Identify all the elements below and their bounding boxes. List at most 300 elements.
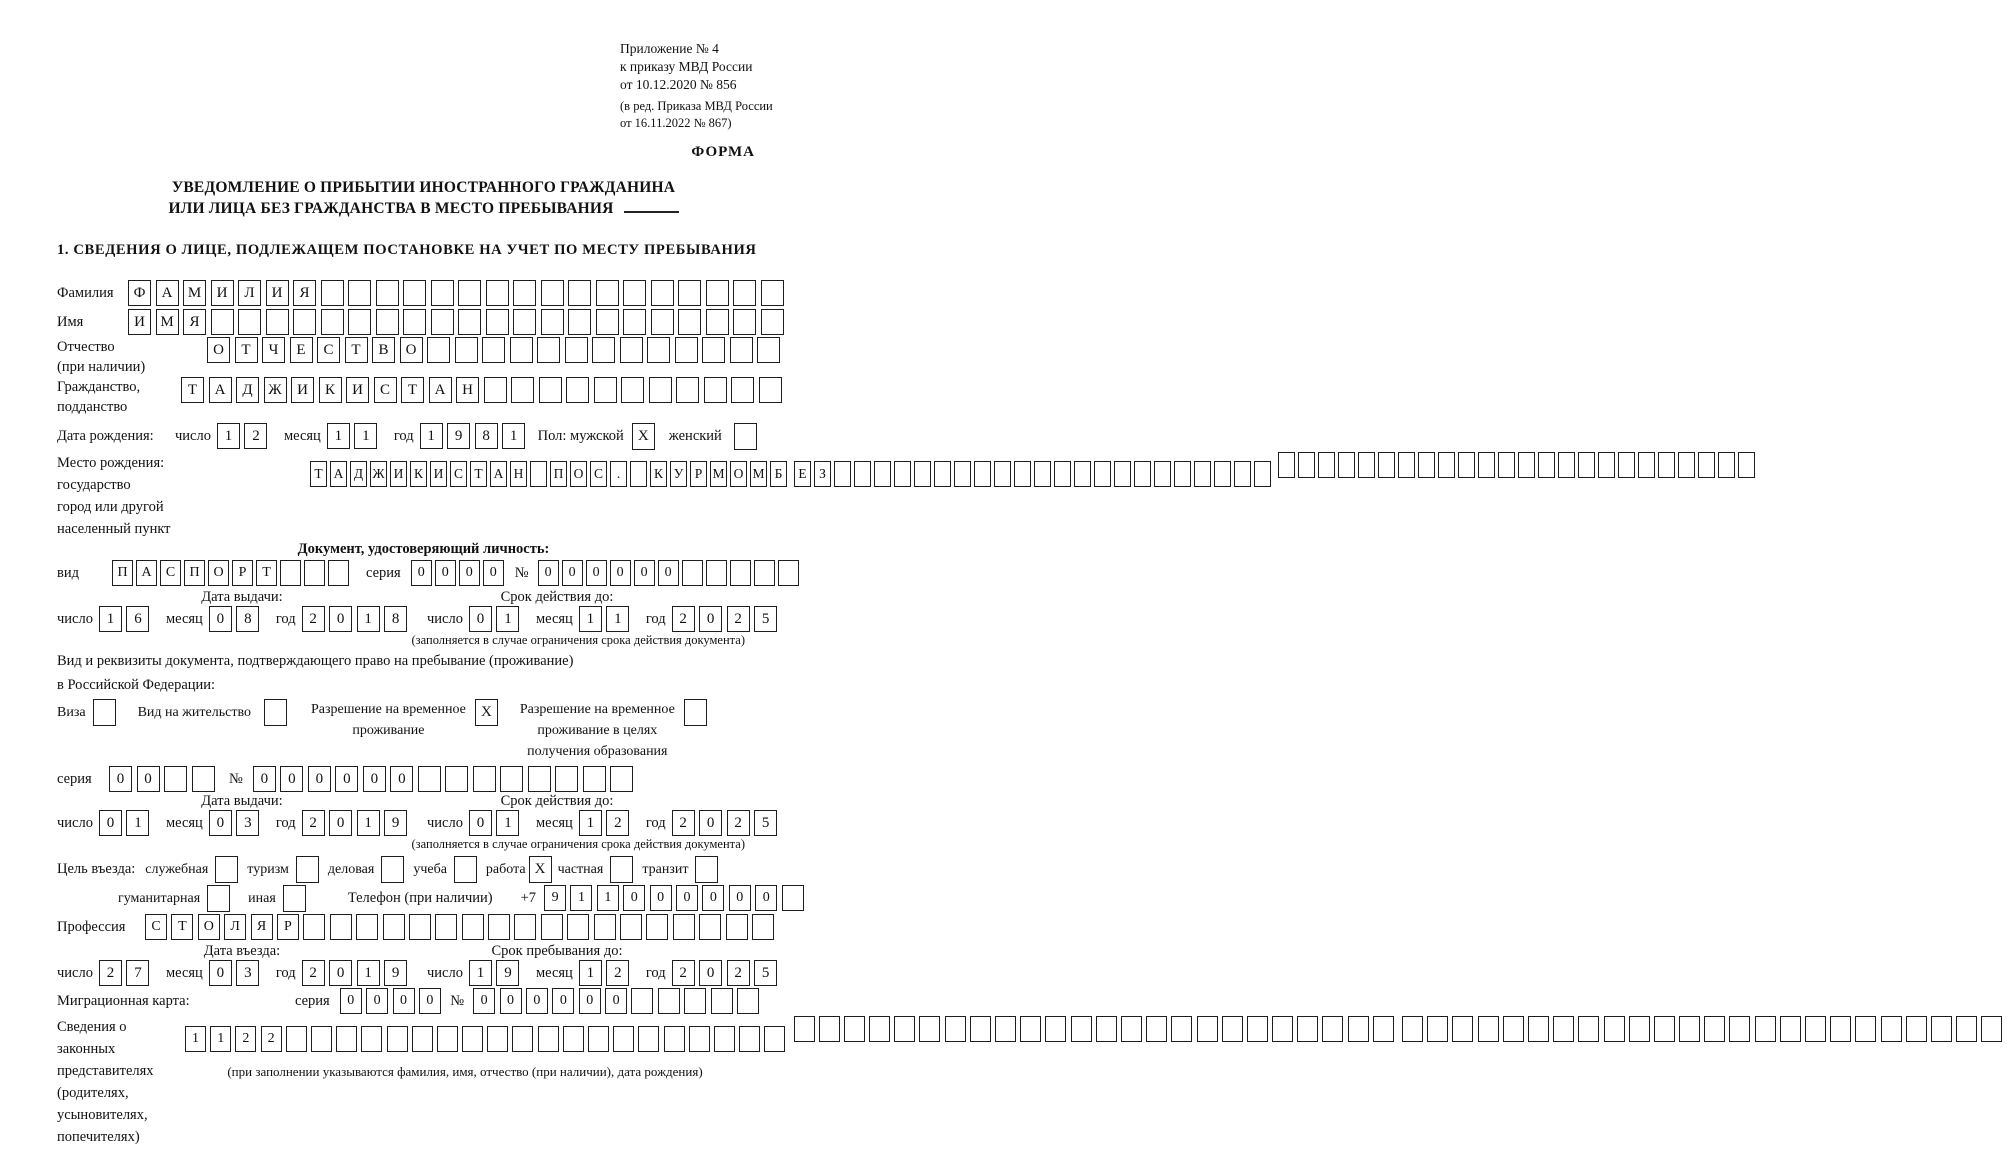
char-box[interactable]: А xyxy=(156,280,179,306)
char-box[interactable]: 0 xyxy=(469,810,492,836)
char-box[interactable] xyxy=(1638,452,1655,478)
char-box[interactable] xyxy=(1558,452,1575,478)
char-box[interactable] xyxy=(1234,461,1251,487)
residence-permit-checkbox[interactable] xyxy=(264,699,287,726)
char-box[interactable] xyxy=(682,560,703,586)
char-box[interactable] xyxy=(1222,1016,1243,1042)
char-box[interactable] xyxy=(303,914,325,940)
char-box[interactable] xyxy=(568,309,591,335)
char-box[interactable] xyxy=(1498,452,1515,478)
char-box[interactable] xyxy=(731,377,754,403)
char-box[interactable] xyxy=(620,337,643,363)
char-box[interactable] xyxy=(678,309,701,335)
char-box[interactable] xyxy=(759,377,782,403)
char-box[interactable] xyxy=(594,914,616,940)
char-box[interactable] xyxy=(1378,452,1395,478)
char-box[interactable]: 9 xyxy=(496,960,519,986)
char-box[interactable]: А xyxy=(490,461,507,487)
char-box[interactable]: И xyxy=(291,377,314,403)
char-box[interactable] xyxy=(486,280,509,306)
char-box[interactable] xyxy=(761,280,784,306)
char-box[interactable]: К xyxy=(319,377,342,403)
char-box[interactable] xyxy=(706,560,727,586)
char-box[interactable] xyxy=(286,1026,307,1052)
char-box[interactable]: 3 xyxy=(236,810,259,836)
char-box[interactable]: 0 xyxy=(699,606,722,632)
char-box[interactable]: 1 xyxy=(579,810,602,836)
char-box[interactable] xyxy=(702,337,725,363)
char-box[interactable]: А xyxy=(209,377,232,403)
char-box[interactable] xyxy=(1096,1016,1117,1042)
char-box[interactable]: И xyxy=(430,461,447,487)
char-box[interactable] xyxy=(1197,1016,1218,1042)
char-box[interactable]: 9 xyxy=(447,423,470,449)
purpose-transit-checkbox[interactable] xyxy=(695,856,718,883)
char-box[interactable]: 1 xyxy=(185,1026,206,1052)
char-box[interactable] xyxy=(1114,461,1131,487)
char-box[interactable] xyxy=(482,337,505,363)
char-box[interactable] xyxy=(348,309,371,335)
char-box[interactable]: С xyxy=(450,461,467,487)
char-box[interactable]: 2 xyxy=(261,1026,282,1052)
char-box[interactable] xyxy=(356,914,378,940)
char-box[interactable] xyxy=(620,914,642,940)
char-box[interactable] xyxy=(412,1026,433,1052)
char-box[interactable] xyxy=(1014,461,1031,487)
char-box[interactable] xyxy=(1698,452,1715,478)
char-box[interactable] xyxy=(714,1026,735,1052)
char-box[interactable]: 0 xyxy=(209,960,232,986)
char-box[interactable] xyxy=(1538,452,1555,478)
char-box[interactable] xyxy=(1718,452,1735,478)
char-box[interactable]: 0 xyxy=(419,988,441,1014)
char-box[interactable] xyxy=(1427,1016,1448,1042)
char-box[interactable] xyxy=(427,337,450,363)
char-box[interactable] xyxy=(689,1026,710,1052)
char-box[interactable]: 1 xyxy=(606,606,629,632)
char-box[interactable] xyxy=(1247,1016,1268,1042)
char-box[interactable]: 0 xyxy=(329,810,352,836)
char-box[interactable] xyxy=(647,337,670,363)
char-box[interactable] xyxy=(673,914,695,940)
char-box[interactable] xyxy=(676,377,699,403)
char-box[interactable]: 1 xyxy=(579,606,602,632)
char-box[interactable]: Д xyxy=(236,377,259,403)
char-box[interactable]: О xyxy=(570,461,587,487)
char-box[interactable] xyxy=(1981,1016,2002,1042)
char-box[interactable]: 1 xyxy=(99,606,122,632)
char-box[interactable]: П xyxy=(112,560,133,586)
char-box[interactable] xyxy=(383,914,405,940)
char-box[interactable]: 8 xyxy=(384,606,407,632)
char-box[interactable] xyxy=(462,1026,483,1052)
char-box[interactable] xyxy=(894,461,911,487)
char-box[interactable] xyxy=(403,280,426,306)
char-box[interactable] xyxy=(361,1026,382,1052)
char-box[interactable]: 0 xyxy=(658,560,679,586)
char-box[interactable]: Ж xyxy=(370,461,387,487)
char-box[interactable]: 2 xyxy=(606,810,629,836)
purpose-work-checkbox[interactable]: X xyxy=(529,856,552,883)
char-box[interactable]: Я xyxy=(293,280,316,306)
char-box[interactable]: В xyxy=(372,337,395,363)
char-box[interactable] xyxy=(794,1016,815,1042)
char-box[interactable]: Я xyxy=(251,914,273,940)
char-box[interactable] xyxy=(513,309,536,335)
char-box[interactable] xyxy=(945,1016,966,1042)
char-box[interactable] xyxy=(266,309,289,335)
char-box[interactable] xyxy=(1906,1016,1927,1042)
char-box[interactable] xyxy=(567,914,589,940)
char-box[interactable]: 5 xyxy=(754,810,777,836)
char-box[interactable]: 0 xyxy=(579,988,601,1014)
char-box[interactable]: 0 xyxy=(538,560,559,586)
char-box[interactable] xyxy=(844,1016,865,1042)
char-box[interactable] xyxy=(684,988,706,1014)
char-box[interactable] xyxy=(974,461,991,487)
char-box[interactable] xyxy=(1881,1016,1902,1042)
purpose-other-checkbox[interactable] xyxy=(283,885,306,912)
char-box[interactable] xyxy=(568,280,591,306)
char-box[interactable] xyxy=(1298,452,1315,478)
char-box[interactable] xyxy=(994,461,1011,487)
char-box[interactable]: 2 xyxy=(302,606,325,632)
char-box[interactable]: О xyxy=(208,560,229,586)
char-box[interactable]: Е xyxy=(290,337,313,363)
char-box[interactable]: 2 xyxy=(99,960,122,986)
char-box[interactable]: 1 xyxy=(570,885,592,911)
char-box[interactable]: 9 xyxy=(384,960,407,986)
char-box[interactable] xyxy=(1658,452,1675,478)
char-box[interactable] xyxy=(730,337,753,363)
char-box[interactable]: Л xyxy=(238,280,261,306)
char-box[interactable] xyxy=(1678,452,1695,478)
char-box[interactable] xyxy=(934,461,951,487)
char-box[interactable] xyxy=(1452,1016,1473,1042)
char-box[interactable] xyxy=(819,1016,840,1042)
char-box[interactable] xyxy=(311,1026,332,1052)
char-box[interactable] xyxy=(1729,1016,1750,1042)
char-box[interactable] xyxy=(1578,452,1595,478)
char-box[interactable] xyxy=(594,377,617,403)
char-box[interactable] xyxy=(514,914,536,940)
char-box[interactable]: 5 xyxy=(754,960,777,986)
char-box[interactable] xyxy=(739,1026,760,1052)
char-box[interactable]: 0 xyxy=(755,885,777,911)
char-box[interactable] xyxy=(588,1026,609,1052)
char-box[interactable]: 0 xyxy=(393,988,415,1014)
char-box[interactable] xyxy=(1020,1016,1041,1042)
char-box[interactable]: 0 xyxy=(469,606,492,632)
char-box[interactable]: Р xyxy=(690,461,707,487)
char-box[interactable] xyxy=(1755,1016,1776,1042)
char-box[interactable] xyxy=(462,914,484,940)
char-box[interactable]: М xyxy=(156,309,179,335)
char-box[interactable]: 0 xyxy=(459,560,480,586)
char-box[interactable]: И xyxy=(390,461,407,487)
char-box[interactable]: 1 xyxy=(354,423,377,449)
char-box[interactable] xyxy=(782,885,804,911)
char-box[interactable] xyxy=(512,1026,533,1052)
char-box[interactable]: 0 xyxy=(340,988,362,1014)
char-box[interactable] xyxy=(737,988,759,1014)
char-box[interactable]: 2 xyxy=(606,960,629,986)
char-box[interactable] xyxy=(1297,1016,1318,1042)
char-box[interactable]: Я xyxy=(183,309,206,335)
char-box[interactable]: А xyxy=(330,461,347,487)
char-box[interactable] xyxy=(1154,461,1171,487)
char-box[interactable] xyxy=(1074,461,1091,487)
char-box[interactable]: С xyxy=(145,914,167,940)
char-box[interactable]: 0 xyxy=(605,988,627,1014)
char-box[interactable] xyxy=(649,377,672,403)
char-box[interactable]: О xyxy=(730,461,747,487)
char-box[interactable] xyxy=(596,280,619,306)
char-box[interactable]: У xyxy=(670,461,687,487)
char-box[interactable] xyxy=(445,766,468,792)
char-box[interactable]: Т xyxy=(171,914,193,940)
char-box[interactable] xyxy=(510,337,533,363)
char-box[interactable] xyxy=(651,309,674,335)
char-box[interactable]: 0 xyxy=(209,810,232,836)
char-box[interactable]: 7 xyxy=(126,960,149,986)
char-box[interactable]: 0 xyxy=(552,988,574,1014)
char-box[interactable]: 8 xyxy=(475,423,498,449)
char-box[interactable]: А xyxy=(429,377,452,403)
char-box[interactable] xyxy=(1402,1016,1423,1042)
char-box[interactable]: 0 xyxy=(702,885,724,911)
char-box[interactable]: 1 xyxy=(327,423,350,449)
char-box[interactable]: 0 xyxy=(411,560,432,586)
char-box[interactable] xyxy=(304,560,325,586)
char-box[interactable] xyxy=(630,461,647,487)
char-box[interactable]: Т xyxy=(470,461,487,487)
char-box[interactable]: 0 xyxy=(280,766,303,792)
char-box[interactable]: 0 xyxy=(366,988,388,1014)
char-box[interactable] xyxy=(293,309,316,335)
char-box[interactable] xyxy=(563,1026,584,1052)
char-box[interactable]: 1 xyxy=(217,423,240,449)
char-box[interactable] xyxy=(1518,452,1535,478)
char-box[interactable] xyxy=(1855,1016,1876,1042)
char-box[interactable]: О xyxy=(207,337,230,363)
char-box[interactable] xyxy=(418,766,441,792)
char-box[interactable] xyxy=(487,1026,508,1052)
char-box[interactable] xyxy=(1780,1016,1801,1042)
char-box[interactable]: 0 xyxy=(500,988,522,1014)
char-box[interactable] xyxy=(541,914,563,940)
char-box[interactable] xyxy=(752,914,774,940)
char-box[interactable]: 0 xyxy=(634,560,655,586)
char-box[interactable] xyxy=(458,309,481,335)
char-box[interactable] xyxy=(539,377,562,403)
char-box[interactable] xyxy=(664,1026,685,1052)
char-box[interactable]: Н xyxy=(456,377,479,403)
char-box[interactable] xyxy=(646,914,668,940)
visa-checkbox[interactable] xyxy=(93,699,116,726)
char-box[interactable] xyxy=(537,337,560,363)
char-box[interactable] xyxy=(706,280,729,306)
char-box[interactable]: 1 xyxy=(496,810,519,836)
char-box[interactable] xyxy=(914,461,931,487)
char-box[interactable]: 0 xyxy=(253,766,276,792)
char-box[interactable] xyxy=(1174,461,1191,487)
char-box[interactable] xyxy=(1679,1016,1700,1042)
char-box[interactable] xyxy=(1348,1016,1369,1042)
char-box[interactable] xyxy=(678,280,701,306)
char-box[interactable] xyxy=(403,309,426,335)
char-box[interactable] xyxy=(1604,1016,1625,1042)
char-box[interactable] xyxy=(1054,461,1071,487)
char-box[interactable] xyxy=(733,280,756,306)
char-box[interactable]: Т xyxy=(235,337,258,363)
char-box[interactable] xyxy=(754,560,775,586)
char-box[interactable]: С xyxy=(374,377,397,403)
char-box[interactable] xyxy=(623,280,646,306)
char-box[interactable] xyxy=(1358,452,1375,478)
char-box[interactable] xyxy=(458,280,481,306)
char-box[interactable]: С xyxy=(590,461,607,487)
char-box[interactable]: 2 xyxy=(672,960,695,986)
char-box[interactable] xyxy=(610,766,633,792)
char-box[interactable] xyxy=(1553,1016,1574,1042)
char-box[interactable] xyxy=(1134,461,1151,487)
char-box[interactable] xyxy=(1398,452,1415,478)
char-box[interactable]: 9 xyxy=(384,810,407,836)
char-box[interactable]: 0 xyxy=(586,560,607,586)
char-box[interactable] xyxy=(513,280,536,306)
char-box[interactable] xyxy=(954,461,971,487)
char-box[interactable] xyxy=(919,1016,940,1042)
char-box[interactable]: 1 xyxy=(579,960,602,986)
char-box[interactable] xyxy=(1704,1016,1725,1042)
char-box[interactable]: 0 xyxy=(137,766,160,792)
char-box[interactable] xyxy=(711,988,733,1014)
char-box[interactable] xyxy=(1171,1016,1192,1042)
char-box[interactable] xyxy=(321,309,344,335)
char-box[interactable]: З xyxy=(814,461,831,487)
char-box[interactable]: К xyxy=(650,461,667,487)
char-box[interactable] xyxy=(1094,461,1111,487)
char-box[interactable]: 2 xyxy=(672,606,695,632)
char-box[interactable] xyxy=(280,560,301,586)
char-box[interactable] xyxy=(1418,452,1435,478)
char-box[interactable] xyxy=(1071,1016,1092,1042)
char-box[interactable] xyxy=(1045,1016,1066,1042)
female-checkbox[interactable] xyxy=(734,423,757,450)
char-box[interactable]: 5 xyxy=(754,606,777,632)
char-box[interactable] xyxy=(733,309,756,335)
char-box[interactable] xyxy=(164,766,187,792)
char-box[interactable] xyxy=(1618,452,1635,478)
char-box[interactable]: 1 xyxy=(210,1026,231,1052)
char-box[interactable] xyxy=(894,1016,915,1042)
char-box[interactable]: 0 xyxy=(329,960,352,986)
char-box[interactable] xyxy=(854,461,871,487)
char-box[interactable]: 3 xyxy=(236,960,259,986)
char-box[interactable]: С xyxy=(317,337,340,363)
char-box[interactable] xyxy=(1254,461,1271,487)
char-box[interactable] xyxy=(435,914,457,940)
char-box[interactable]: 0 xyxy=(676,885,698,911)
char-box[interactable] xyxy=(211,309,234,335)
char-box[interactable]: О xyxy=(400,337,423,363)
char-box[interactable] xyxy=(1458,452,1475,478)
char-box[interactable] xyxy=(1830,1016,1851,1042)
char-box[interactable] xyxy=(484,377,507,403)
char-box[interactable] xyxy=(1121,1016,1142,1042)
char-box[interactable] xyxy=(778,560,799,586)
char-box[interactable] xyxy=(995,1016,1016,1042)
char-box[interactable]: И xyxy=(128,309,151,335)
char-box[interactable]: 2 xyxy=(727,960,750,986)
char-box[interactable]: Л xyxy=(224,914,246,940)
char-box[interactable] xyxy=(409,914,431,940)
char-box[interactable] xyxy=(761,309,784,335)
char-box[interactable]: 0 xyxy=(610,560,631,586)
char-box[interactable] xyxy=(321,280,344,306)
char-box[interactable] xyxy=(1272,1016,1293,1042)
char-box[interactable] xyxy=(511,377,534,403)
char-box[interactable]: 0 xyxy=(308,766,331,792)
char-box[interactable]: 0 xyxy=(109,766,132,792)
char-box[interactable]: 1 xyxy=(357,606,380,632)
char-box[interactable] xyxy=(1146,1016,1167,1042)
temp-residence-checkbox[interactable]: X xyxy=(475,699,498,726)
char-box[interactable]: 0 xyxy=(363,766,386,792)
char-box[interactable]: 1 xyxy=(496,606,519,632)
char-box[interactable] xyxy=(1438,452,1455,478)
char-box[interactable] xyxy=(592,337,615,363)
char-box[interactable]: 1 xyxy=(126,810,149,836)
char-box[interactable] xyxy=(437,1026,458,1052)
char-box[interactable] xyxy=(970,1016,991,1042)
char-box[interactable]: 8 xyxy=(236,606,259,632)
char-box[interactable] xyxy=(1194,461,1211,487)
char-box[interactable]: 2 xyxy=(244,423,267,449)
char-box[interactable]: 0 xyxy=(526,988,548,1014)
char-box[interactable]: 0 xyxy=(99,810,122,836)
char-box[interactable]: Е xyxy=(794,461,811,487)
char-box[interactable] xyxy=(874,461,891,487)
char-box[interactable]: А xyxy=(136,560,157,586)
char-box[interactable] xyxy=(328,560,349,586)
char-box[interactable] xyxy=(651,280,674,306)
char-box[interactable] xyxy=(538,1026,559,1052)
char-box[interactable] xyxy=(1278,452,1295,478)
char-box[interactable]: 0 xyxy=(209,606,232,632)
char-box[interactable]: 0 xyxy=(729,885,751,911)
char-box[interactable]: 2 xyxy=(672,810,695,836)
char-box[interactable] xyxy=(431,309,454,335)
char-box[interactable]: 2 xyxy=(727,810,750,836)
char-box[interactable]: С xyxy=(160,560,181,586)
char-box[interactable]: К xyxy=(410,461,427,487)
char-box[interactable]: Р xyxy=(232,560,253,586)
char-box[interactable]: И xyxy=(266,280,289,306)
char-box[interactable] xyxy=(1598,452,1615,478)
char-box[interactable]: 0 xyxy=(623,885,645,911)
char-box[interactable]: 2 xyxy=(235,1026,256,1052)
char-box[interactable] xyxy=(1214,461,1231,487)
char-box[interactable] xyxy=(1738,452,1755,478)
char-box[interactable]: Ф xyxy=(128,280,151,306)
char-box[interactable] xyxy=(473,766,496,792)
char-box[interactable] xyxy=(730,560,751,586)
char-box[interactable] xyxy=(1318,452,1335,478)
char-box[interactable]: Ч xyxy=(262,337,285,363)
char-box[interactable]: 0 xyxy=(390,766,413,792)
